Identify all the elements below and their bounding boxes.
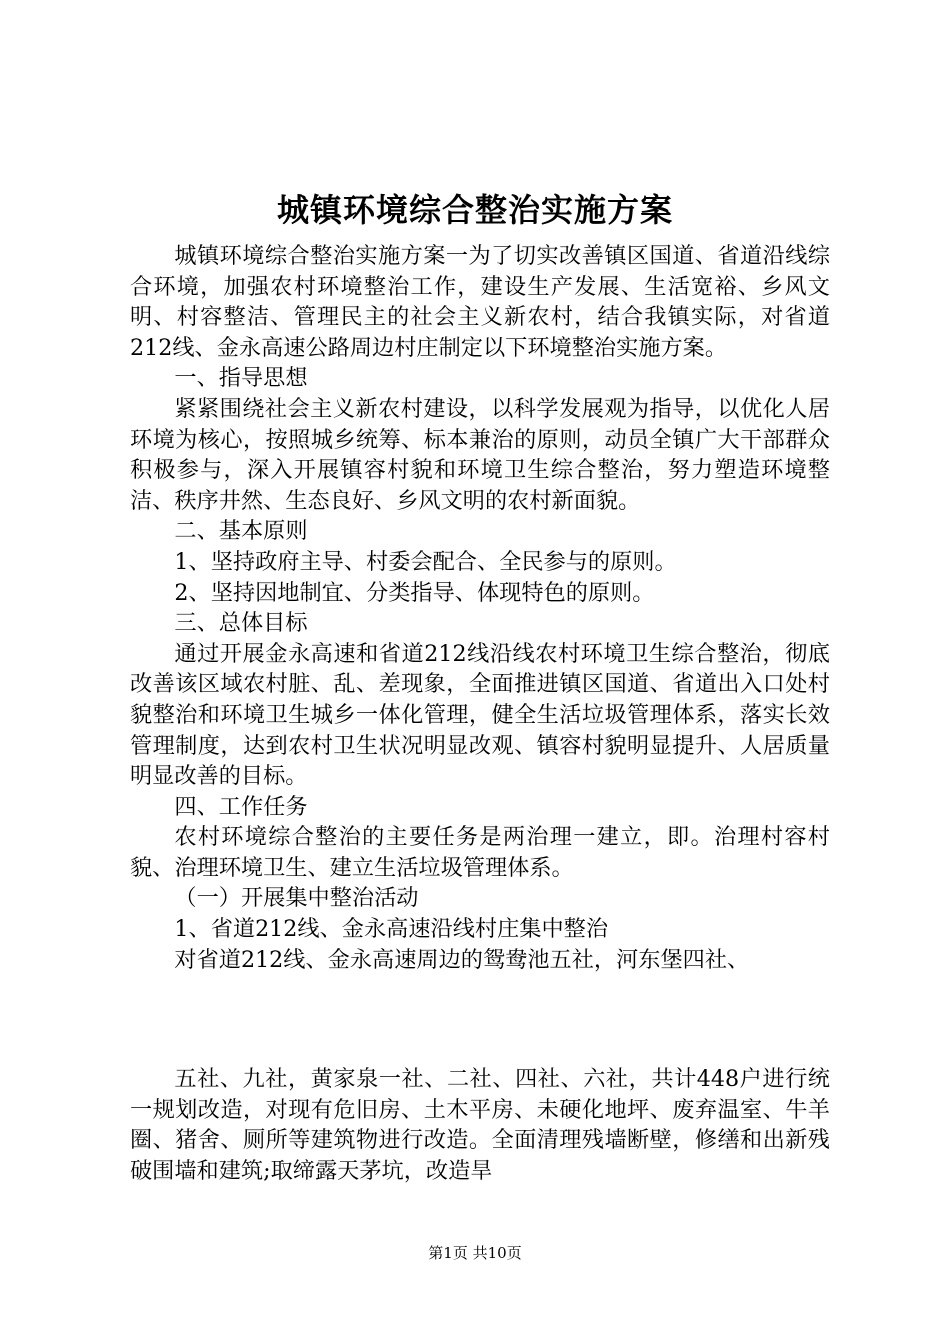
guiding-thought-paragraph: 紧紧围绕社会主义新农村建设，以科学发展观为指导，以优化人居环境为核心，按照城乡统筹、标本兼治的原则，动员全镇广大干部群众积极参与，深入开展镇容村貌和环境卫生综合整治，努力塑造环境整洁、秩序井然、生态良好、乡风文明的农村新面貌。 [130, 395, 830, 514]
task-item-1-text-start: 对省道212线、金永高速周边的鸳鸯池五社，河东堡四社、 [174, 946, 750, 973]
document-body-upper [130, 241, 830, 975]
section-heading-basic-principles: 二、基本原则 [174, 518, 308, 545]
section-heading-work-tasks: 四、工作任务 [174, 793, 308, 820]
task-item-1-heading: 1、省道212线、金永高速沿线村庄集中整治 [174, 916, 609, 943]
document-body-lower [130, 1064, 830, 1186]
work-tasks-paragraph: 农村环境综合整治的主要任务是两治理一建立，即。治理村容村貌、治理环境卫生、建立生活垃圾管理体系。 [130, 824, 830, 881]
principle-item-2: 2、坚持因地制宜、分类指导、体现特色的原则。 [174, 579, 655, 606]
document-title: 城镇环境综合整治实施方案 [276, 191, 673, 229]
subsection-heading-concentrated-rectification: （一）开展集中整治活动 [174, 885, 419, 912]
overall-goal-paragraph: 通过开展金永高速和省道212线沿线农村环境卫生综合整治，彻底改善该区域农村脏、乱、差现象，全面推进镇区国道、省道出入口处村貌整治和环境卫生城乡一体化管理，健全生活垃圾管理体系，落实长效管理制度，达到农村卫生状况明显改观、镇容村貌明显提升、人居质量明显改善的目标。 [130, 640, 830, 790]
page-footer: 第1页 共10页 [428, 1244, 522, 1262]
section-heading-guiding-thought: 一、指导思想 [174, 365, 308, 392]
task-item-1-text-continued: 五社、九社，黄家泉一社、二社、四社、六社，共计448户进行统一规划改造，对现有危旧房、土木平房、未硬化地坪、废弃温室、牛羊圈、猪舍、厕所等建筑物进行改造。全面清理残墙断壁，修缮和出新残破围墙和建筑;取缔露天茅坑，改造旱 [130, 1066, 830, 1184]
principle-item-1: 1、坚持政府主导、村委会配合、全民参与的原则。 [174, 548, 677, 575]
section-heading-overall-goal: 三、总体目标 [174, 610, 308, 637]
intro-paragraph: 城镇环境综合整治实施方案一为了切实改善镇区国道、省道沿线综合环境，加强农村环境整治工作，建设生产发展、生活宽裕、乡风文明、村容整洁、管理民主的社会主义新农村，结合我镇实际，对省道212线、金永高速公路周边村庄制定以下环境整治实施方案。 [130, 243, 830, 361]
